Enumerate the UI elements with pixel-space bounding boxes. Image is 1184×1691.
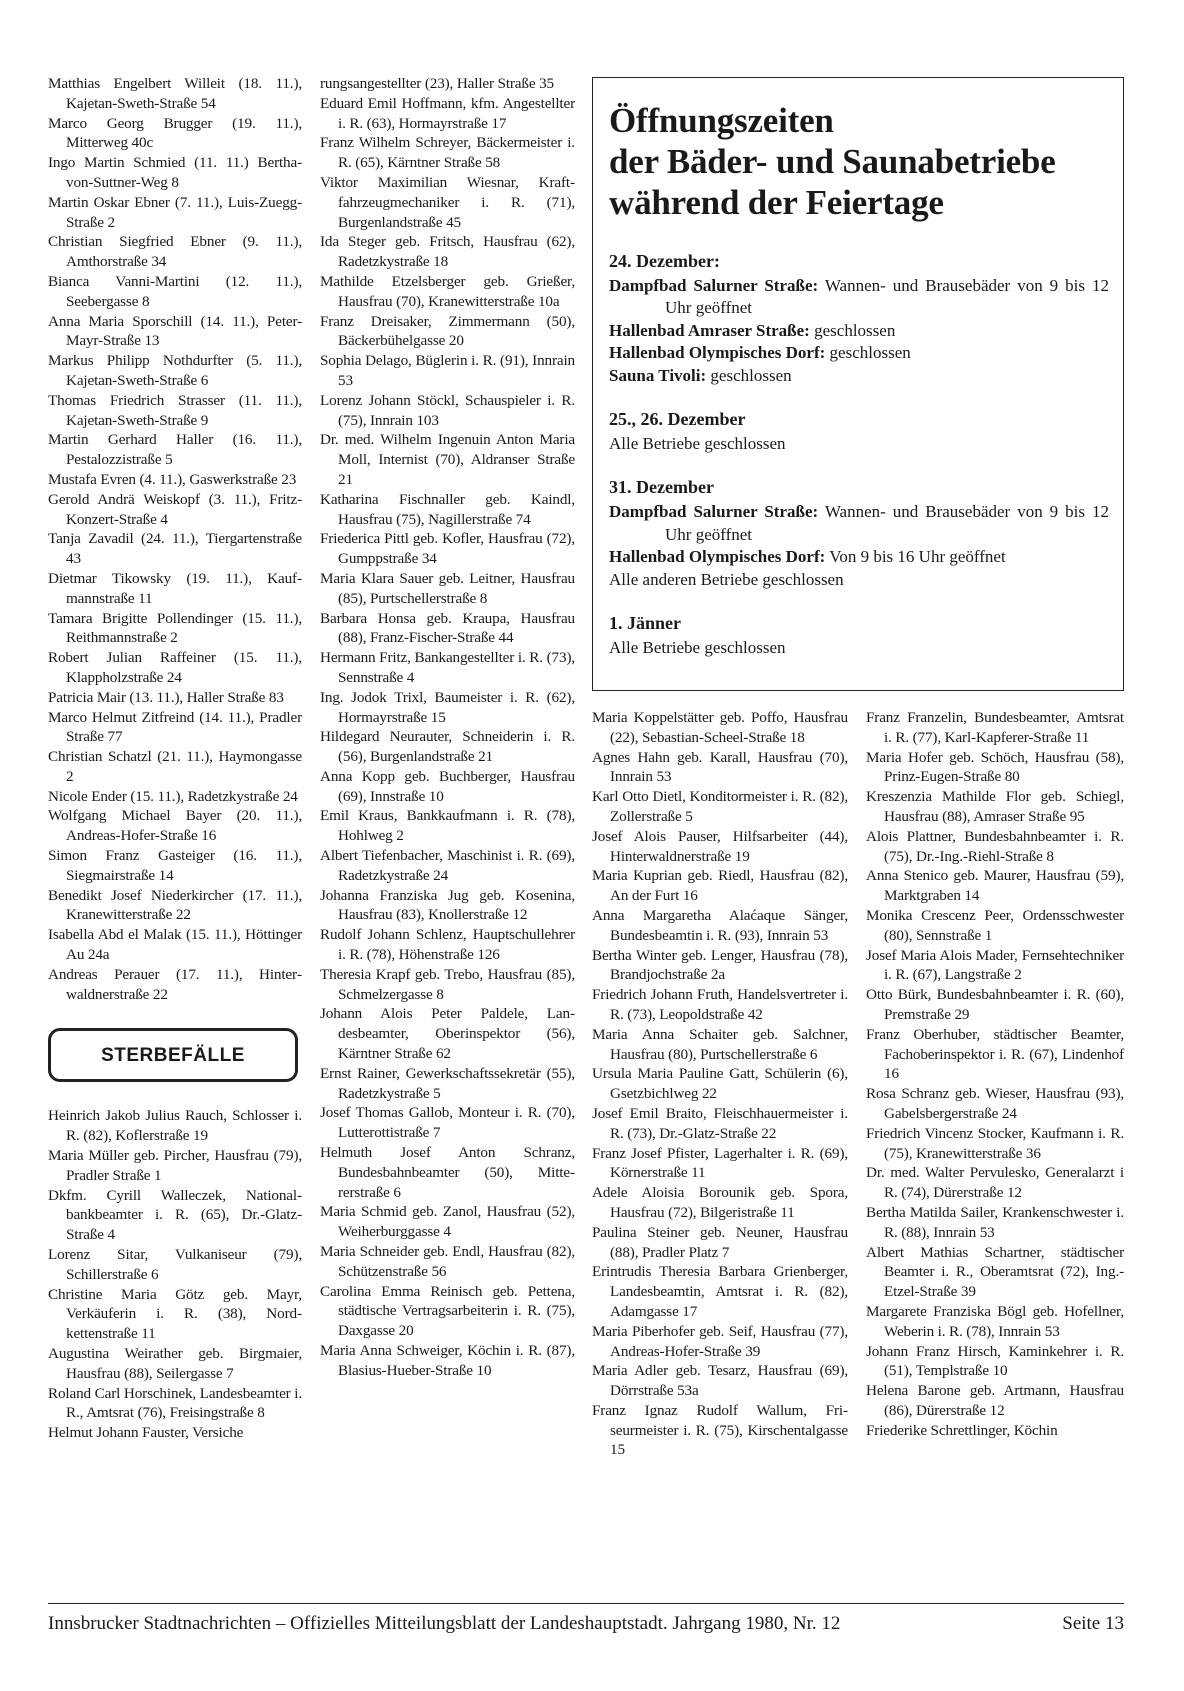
death-entry: Helmuth Josef Anton Schranz, Bundesbahnbeamter (50), Mittererstraße 6 (320, 1144, 575, 1201)
death-entry: Maria Piberhofer geb. Seif, Hausfrau (77), Andreas-Hofer-Straße 39 (592, 1322, 848, 1360)
death-entry: Johann Alois Peter Paldele, Landesbeamter, Oberinspektor (56), Kärntner Straße 62 (320, 1005, 575, 1063)
birth-entry: Ingo Martin Schmied (11. 11.) Bertha-von-Suttner-Weg 8 (48, 154, 302, 191)
death-entry: Dr. med. Wilhelm Ingenuin Anton Maria Moll, Internist (70), Aldranser Straße 21 (320, 431, 575, 488)
death-entry: Helena Barone geb. Artmann, Hausfrau (86), Dürerstraße 12 (866, 1382, 1124, 1419)
facility-name: Hallenbad Olympisches Dorf: (609, 547, 826, 567)
death-entry: Rudolf Johann Schlenz, Hauptschullehrer i. R. (78), Höhenstraße 126 (320, 926, 575, 964)
death-entry: Kreszenzia Mathilde Flor geb. Schiegl, Hausfrau (88), Amraser Straße 95 (866, 788, 1124, 825)
footer-rule (48, 1603, 1124, 1604)
death-entry: Mathilde Etzelsberger geb. Grießer, Hausfrau (70), Kranewitterstraße 10a (320, 272, 575, 310)
facility-status: Alle Betriebe geschlossen (609, 434, 786, 454)
death-entry: Hermann Fritz, Bankangestellter i. R. (73), Sennstraße 4 (320, 649, 575, 686)
column-1 (48, 74, 302, 1443)
facility-status: geschlossen (706, 365, 792, 385)
holiday-section (609, 475, 1109, 591)
opening-hours-sections (609, 249, 1109, 659)
death-entry: Maria Müller geb. Pircher, Hausfrau (79), Pradler Straße 1 (48, 1147, 302, 1184)
facility-hours-line (609, 320, 1109, 342)
death-entry: Karl Otto Dietl, Konditormeister i. R. (82), Zollerstraße 5 (592, 788, 848, 825)
holiday-section (609, 407, 1109, 455)
death-entry: Heinrich Jakob Julius Rauch, Schlosser i. R. (82), Koflerstraße 19 (48, 1107, 302, 1145)
facility-hours-line (609, 342, 1109, 364)
birth-entry: Isabella Abd el Malak (15. 11.), Höttinger Au 24a (48, 926, 302, 964)
birth-entry: Benedikt Josef Niederkircher (17. 11.), Kranewitterstraße 22 (48, 886, 302, 924)
death-entry: Friederike Schrettlinger, Köchin (866, 1421, 1058, 1439)
opening-hours-box (592, 77, 1124, 691)
birth-entry: Tanja Zavadil (24. 11.), Tiergartenstraße 43 (48, 530, 302, 568)
death-entry: Franz Ignaz Rudolf Wallum, Friseurmeister i. R. (75), Kirschentalgasse 15 (592, 1401, 848, 1459)
death-entry: Rosa Schranz geb. Wieser, Hausfrau (93), Gabelsbergerstraße 24 (866, 1085, 1124, 1122)
death-entry: Anna Stenico geb. Maurer, Hausfrau (59), Marktgraben 14 (866, 867, 1124, 905)
death-entry: Albert Mathias Schartner, städtischer Beamter i. R., Oberamtsrat (72), Ing.-Etzel-Straße 39 (866, 1243, 1124, 1301)
title-line: der Bäder- und Saunabetriebe (609, 142, 1056, 181)
death-entry: Roland Carl Horschinek, Landesbeamter i. R., Amtsrat (76), Freisingstraße 8 (48, 1384, 302, 1422)
deaths-heading: STERBEFÄLLE (101, 1044, 245, 1066)
birth-entry: Gerold Andrä Weiskopf (3. 11.), Fritz-Konzert-Straße 4 (48, 490, 302, 528)
death-entry: Friedrich Vincenz Stocker, Kaufmann i. R. (75), Kranewitterstraße 36 (866, 1124, 1124, 1162)
deaths-list (48, 1106, 302, 1443)
death-entry: Augustina Weirather geb. Birgmaier, Hausfrau (88), Seilergasse 7 (48, 1345, 302, 1382)
death-entry: Friederica Pittl geb. Kofler, Hausfrau (72), Gumppstraße 34 (320, 530, 575, 568)
death-entry: Adele Aloisia Borounik geb. Spora, Hausfrau (72), Bilgeristraße 11 (592, 1184, 848, 1221)
death-entry: Dkfm. Cyrill Walleczek, Nationalbankbeamter i. R. (65), Dr.-Glatz-Straße 4 (48, 1186, 302, 1244)
death-entry: Maria Klara Sauer geb. Leitner, Hausfrau (85), Purtschellerstraße 8 (320, 569, 575, 607)
birth-entry: Martin Oskar Ebner (7. 11.), Luis-Zuegg-Straße 2 (48, 193, 302, 231)
facility-hours-line (609, 433, 1109, 455)
death-entry: Franz Franzelin, Bundesbeamter, Amtsrat i. R. (77), Karl-Kapferer-Straße 11 (866, 709, 1124, 746)
death-entry: Josef Alois Pauser, Hilfsarbeiter (44), Hinterwaldnerstraße 19 (592, 827, 848, 865)
birth-entry: Matthias Engelbert Willeit (18. 11.), Kajetan-Sweth-Straße 54 (48, 75, 302, 112)
deaths-list-continued (592, 708, 848, 1460)
facility-status: geschlossen (809, 320, 896, 340)
birth-entry: Martin Gerhard Haller (16. 11.), Pestalozzistraße 5 (48, 431, 302, 469)
facility-status: Wannen- und Brausebäder von 9 bis 12 Uhr geöffnet (665, 502, 1109, 544)
column-4 (866, 708, 1124, 1440)
facility-hours-line (609, 546, 1109, 568)
facility-name: Dampfbad Salurner Straße: (609, 276, 819, 295)
death-entry: Ida Steger geb. Fritsch, Hausfrau (62), Radetzkystraße 18 (320, 233, 575, 271)
birth-entry: Dietmar Tikowsky (19. 11.), Kaufmannstraße 11 (48, 569, 302, 607)
facility-status: Von 9 bis 16 Uhr geöffnet (825, 547, 1006, 567)
column-3 (592, 708, 848, 1460)
death-entry: Maria Kuprian geb. Riedl, Hausfrau (82), An der Furt 16 (592, 867, 848, 905)
death-entry: Maria Koppelstätter geb. Poffo, Hausfrau (22), Sebastian-Scheel-Straße 18 (592, 709, 848, 746)
death-entry: Emil Kraus, Bankkaufmann i. R. (78), Hohlweg 2 (320, 807, 575, 845)
death-entry: Viktor Maximilian Wiesnar, Kraftfahrzeugmechaniker i. R. (71), Burgenlandstraße 45 (320, 173, 575, 231)
facility-hours-line (609, 637, 1109, 659)
death-entry: Agnes Hahn geb. Karall, Hausfrau (70), Innrain 53 (592, 748, 848, 786)
birth-entry: Tamara Brigitte Pollendinger (15. 11.), Reithmannstraße 2 (48, 609, 302, 647)
deaths-heading-box (48, 1028, 298, 1082)
page-number: Seite 13 (1062, 1613, 1124, 1634)
death-entry: Josef Maria Alois Mader, Fernsehtechniker i. R. (67), Langstraße 2 (866, 946, 1124, 984)
holiday-section (609, 249, 1109, 387)
death-entry: Friedrich Johann Fruth, Handelsvertreter i. R. (73), Leopoldstraße 42 (592, 986, 848, 1023)
page-footer (48, 1612, 1124, 1636)
facility-name: Dampfbad Salurner Straße: (609, 502, 819, 522)
death-entry: Alois Plattner, Bundesbahnbeamter i. R. (75), Dr.-Ing.-Riehl-Straße 8 (866, 827, 1124, 865)
birth-entry: Simon Franz Gasteiger (16. 11.), Siegmairstraße 14 (48, 847, 302, 884)
holiday-date: 25., 26. Dezember (609, 409, 746, 430)
facility-status: Alle anderen Betriebe geschlossen (609, 569, 844, 589)
death-entry: Bertha Matilda Sailer, Krankenschwester i. R. (88), Innrain 53 (866, 1203, 1124, 1241)
death-entry: Josef Emil Braito, Fleischhauermeister i. R. (73), Dr.-Glatz-Straße 22 (592, 1104, 848, 1142)
death-entry: Helmut Johann Fauster, Versiche (48, 1424, 244, 1442)
deaths-list-continued (866, 708, 1124, 1440)
death-entry: Eduard Emil Hoffmann, kfm. Angestellter i. R. (63), Hormayrstraße 17 (320, 94, 575, 132)
death-entry: Bertha Winter geb. Lenger, Hausfrau (78), Brandjochstraße 2a (592, 946, 848, 984)
facility-status: Alle Betriebe geschlossen (609, 638, 786, 658)
opening-hours-title (609, 100, 1109, 223)
death-entry: Johann Franz Hirsch, Kaminkehrer i. R. (51), Templstraße 10 (866, 1342, 1124, 1380)
birth-entry: Markus Philipp Nothdurfter (5. 11.), Kajetan-Sweth-Straße 6 (48, 352, 302, 389)
death-entry: Dr. med. Walter Pervulesko, Generalarzt i R. (74), Dürerstraße 12 (866, 1164, 1124, 1202)
birth-entry: Robert Julian Raffeiner (15. 11.), Klappholzstraße 24 (48, 649, 302, 686)
facility-status: geschlossen (825, 343, 911, 363)
facility-hours-line (609, 365, 1109, 387)
births-list (48, 74, 302, 1004)
death-entry: Franz Dreisaker, Zimmermann (50), Bäckerbühelgasse 20 (320, 312, 575, 350)
death-entry: Katharina Fischnaller geb. Kaindl, Hausfrau (75), Nagillerstraße 74 (320, 490, 575, 528)
birth-entry: Thomas Friedrich Strasser (11. 11.), Kajetan-Sweth-Straße 9 (48, 391, 302, 429)
death-entry: Anna Kopp geb. Buchberger, Hausfrau (69), Innstraße 10 (320, 767, 575, 805)
death-entry: Ernst Rainer, Gewerkschaftssekretär (55), Radetzkystraße 5 (320, 1064, 575, 1102)
death-entry: Theresia Krapf geb. Trebo, Hausfrau (85), Schmelzergasse 8 (320, 965, 575, 1003)
death-entry: Lorenz Johann Stöckl, Schauspieler i. R. (75), Innrain 103 (320, 391, 575, 429)
birth-entry: Anna Maria Sporschill (14. 11.), Peter-Mayr-Straße 13 (48, 312, 302, 350)
publication-line: Innsbrucker Stadtnachrichten – Offizielles Mitteilungsblatt der Landeshauptstadt. Jahrgang 1980, Nr. 12 (48, 1613, 841, 1634)
death-entry: Franz Oberhuber, städtischer Beamter, Fachoberinspektor i. R. (67), Lindenhof 16 (866, 1025, 1124, 1083)
facility-hours-line (609, 275, 1109, 320)
holiday-date: 1. Jänner (609, 613, 681, 634)
holiday-section (609, 611, 1109, 659)
birth-entry: Mustafa Evren (4. 11.), Gaswerkstraße 23 (48, 470, 297, 488)
death-entry: Otto Bürk, Bundesbahnbeamter i. R. (60), Premstraße 29 (866, 986, 1124, 1023)
birth-entry: Wolfgang Michael Bayer (20. 11.), Andreas-Hofer-Straße 16 (48, 807, 302, 845)
birth-entry: Christian Schatzl (21. 11.), Haymongasse 2 (48, 748, 302, 785)
facility-name: Hallenbad Olympisches Dorf: (609, 343, 826, 363)
death-entry: Sophia Delago, Büglerin i. R. (91), Innrain 53 (320, 352, 575, 389)
deaths-list-continued (320, 74, 575, 1381)
death-entry: Josef Thomas Gallob, Monteur i. R. (70), Lutterottistraße 7 (320, 1104, 575, 1142)
death-entry: Maria Hofer geb. Schöch, Hausfrau (58), Prinz-Eugen-Straße 80 (866, 748, 1124, 786)
death-entry: Maria Anna Schweiger, Köchin i. R. (87), Blasius-Hueber-Straße 10 (320, 1342, 575, 1379)
facility-status: Wannen- und Brausebäder von 9 bis 12 Uhr geöffnet (665, 276, 1109, 318)
death-entry: Paulina Steiner geb. Neuner, Hausfrau (88), Pradler Platz 7 (592, 1223, 848, 1261)
birth-entry: Marco Helmut Zitfreind (14. 11.), Pradler Straße 77 (48, 708, 302, 746)
birth-entry: Bianca Vanni-Martini (12. 11.), Seebergasse 8 (48, 272, 302, 310)
birth-entry: Nicole Ender (15. 11.), Radetzkystraße 24 (48, 787, 298, 805)
death-entry: Carolina Emma Reinisch geb. Pettena, städtische Vertragsarbeiterin i. R. (75), Daxgasse 20 (320, 1282, 575, 1340)
death-entry: Erintrudis Theresia Barbara Grienberger, Landesbeamtin, Amtsrat i. R. (82), Adamgasse 17 (592, 1263, 848, 1320)
column-2 (320, 74, 575, 1381)
birth-entry: Marco Georg Brugger (19. 11.), Mitterweg 40c (48, 114, 302, 152)
title-line: Öffnungszeiten (609, 101, 834, 140)
death-entry: Maria Schmid geb. Zanol, Hausfrau (52), Weiherburggasse 4 (320, 1203, 575, 1241)
death-entry: Franz Wilhelm Schreyer, Bäckermeister i. R. (65), Kärntner Straße 58 (320, 134, 575, 172)
death-entry: Albert Tiefenbacher, Maschinist i. R. (69), Radetzkystraße 24 (320, 847, 575, 884)
death-entry: Hildegard Neurauter, Schneiderin i. R. (56), Burgenlandstraße 21 (320, 728, 575, 766)
death-entry: Ing. Jodok Trixl, Baumeister i. R. (62), Hormayrstraße 15 (320, 688, 575, 726)
birth-entry: Christian Siegfried Ebner (9. 11.), Amthorstraße 34 (48, 233, 302, 271)
death-entry: Maria Adler geb. Tesarz, Hausfrau (69), Dörrstraße 53a (592, 1362, 848, 1400)
death-entry: Lorenz Sitar, Vulkaniseur (79), Schillerstraße 6 (48, 1246, 302, 1283)
facility-name: Sauna Tivoli: (609, 365, 707, 385)
death-entry: Ursula Maria Pauline Gatt, Schülerin (6), Gsetzbichlweg 22 (592, 1065, 848, 1103)
death-entry: Monika Crescenz Peer, Ordensschwester (80), Sennstraße 1 (866, 906, 1124, 944)
death-entry: Maria Anna Schaiter geb. Salchner, Hausfrau (80), Purtschellerstraße 6 (592, 1025, 848, 1063)
birth-entry: Patricia Mair (13. 11.), Haller Straße 83 (48, 688, 284, 706)
death-entry: Johanna Franziska Jug geb. Kosenina, Hausfrau (83), Knollerstraße 12 (320, 886, 575, 924)
holiday-date: 24. Dezember: (609, 251, 720, 271)
death-entry: Franz Josef Pfister, Lagerhalter i. R. (69), Körnerstraße 11 (592, 1144, 848, 1182)
facility-hours-line (609, 569, 1109, 591)
death-entry: Anna Margaretha Alaćaque Sänger, Bundesbeamtin i. R. (93), Innrain 53 (592, 906, 848, 944)
birth-entry: Andreas Perauer (17. 11.), Hinterwaldnerstraße 22 (48, 965, 302, 1003)
death-entry: Maria Schneider geb. Endl, Hausfrau (82), Schützenstraße 56 (320, 1243, 575, 1280)
death-entry: Margarete Franziska Bögl geb. Hofellner, Weberin i. R. (78), Innrain 53 (866, 1302, 1124, 1340)
death-entry: rungsangestellter (23), Haller Straße 35 (320, 75, 554, 92)
death-entry: Barbara Honsa geb. Kraupa, Hausfrau (88), Franz-Fischer-Straße 44 (320, 609, 575, 647)
holiday-date: 31. Dezember (609, 477, 714, 498)
death-entry: Christine Maria Götz geb. Mayr, Verkäuferin i. R. (38), Nordkettenstraße 11 (48, 1285, 302, 1343)
facility-hours-line (609, 501, 1109, 546)
title-line: während der Feiertage (609, 183, 944, 222)
facility-name: Hallenbad Amraser Straße: (609, 320, 810, 340)
